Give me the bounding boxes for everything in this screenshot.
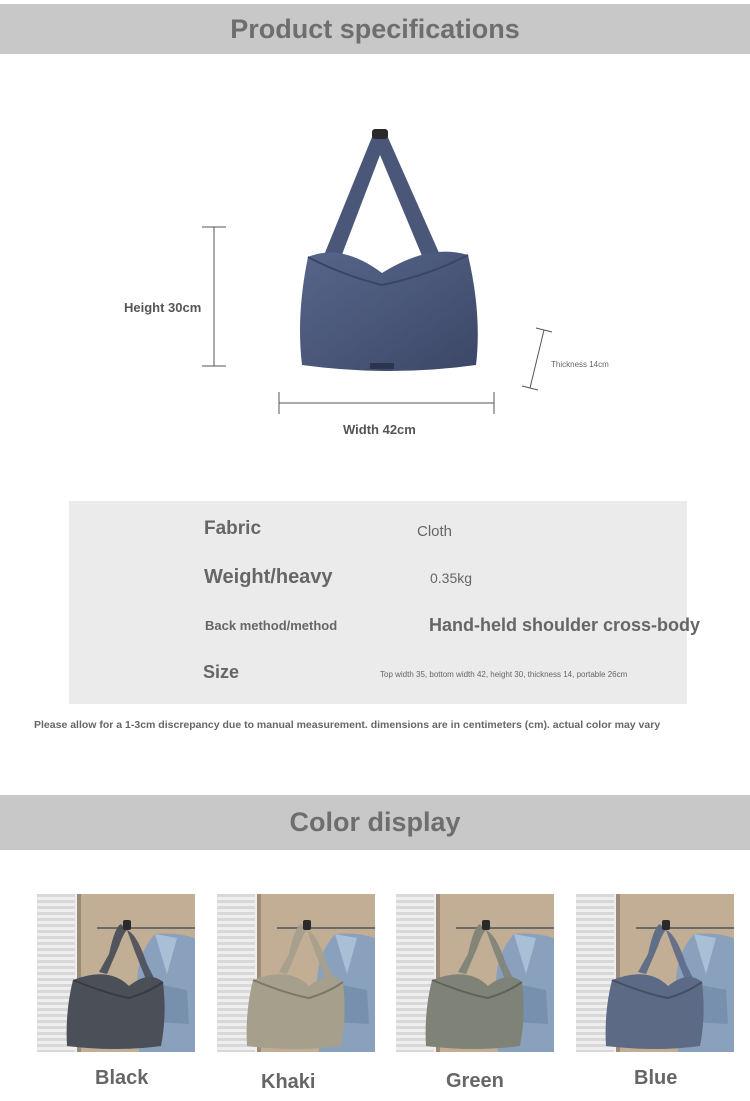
width-label: Width 42cm: [343, 422, 416, 437]
height-indicator: [200, 226, 228, 368]
width-indicator: [277, 390, 497, 416]
product-bag-image: [290, 125, 490, 380]
color-name-black: Black: [95, 1067, 149, 1089]
color-swatch-blue[interactable]: [576, 894, 734, 1052]
color-swatch-khaki[interactable]: [217, 894, 375, 1052]
thickness-indicator: [518, 326, 558, 392]
colors-title: Color display: [289, 807, 461, 837]
color-swatch-green[interactable]: [396, 894, 554, 1052]
color-swatch-black[interactable]: [37, 894, 195, 1052]
colors-section-header: [0, 795, 750, 850]
spec-value-size: Top width 35, bottom width 42, height 30, thickness 14, portable 26cm: [380, 670, 628, 679]
spec-value-weight: 0.35kg: [430, 570, 473, 586]
height-label: Height 30cm: [124, 300, 202, 315]
spec-value-fabric: Cloth: [417, 523, 453, 540]
spec-value-back-method: Hand-held shoulder cross-body: [429, 615, 701, 635]
spec-label-back-method: Back method/method: [205, 618, 338, 633]
thickness-label: Thickness 14cm: [551, 360, 609, 369]
color-name-blue: Blue: [634, 1067, 678, 1089]
color-name-khaki: Khaki: [261, 1071, 316, 1093]
spec-label-fabric: Fabric: [204, 518, 262, 539]
specs-section-header: [0, 4, 750, 54]
specs-title: Product specifications: [230, 13, 520, 44]
spec-label-size: Size: [203, 662, 240, 682]
measurement-note: Please allow for a 1-3cm discrepancy due to manual measurement. dimensions are in centimeters (cm). actual color may vary: [34, 719, 661, 731]
spec-label-weight: Weight/heavy: [204, 566, 333, 588]
color-name-green: Green: [446, 1070, 504, 1092]
